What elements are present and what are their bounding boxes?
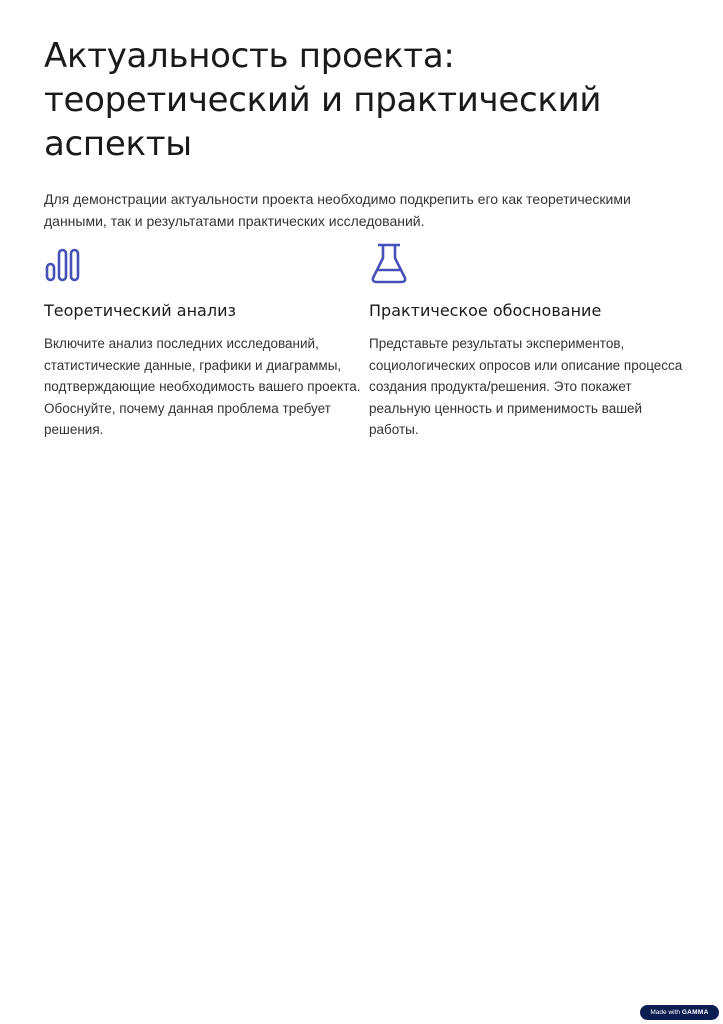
made-with-gamma-badge[interactable] xyxy=(640,1005,719,1020)
page-title: Актуальность проекта: теоретический и практический аспекты xyxy=(44,36,602,164)
practice-column xyxy=(369,242,689,441)
theory-body: Включите анализ последних исследований, статистические данные, графики и диаграммы, подтверждающие необходимость вашего проекта. Обоснуйте, почему данная проблема требует решения. xyxy=(44,336,361,437)
flask-icon xyxy=(369,242,409,286)
theory-heading: Теоретический анализ xyxy=(44,301,236,320)
intro-text: Для демонстрации актуальности проекта необходимо подкрепить его как теоретическими данными, так и результатами практических исследований. xyxy=(44,191,631,229)
bar-chart-icon xyxy=(44,242,84,286)
badge-brand: GAMMA xyxy=(681,1009,709,1016)
practice-body: Представьте результаты экспериментов, социологических опросов или описание процесса создания продукта/решения. Это покажет реальную ценность и применимость вашей работы. xyxy=(369,336,683,437)
badge-prefix: Made with xyxy=(650,1009,681,1016)
theory-column xyxy=(44,242,364,441)
practice-heading: Практическое обоснование xyxy=(369,301,602,320)
